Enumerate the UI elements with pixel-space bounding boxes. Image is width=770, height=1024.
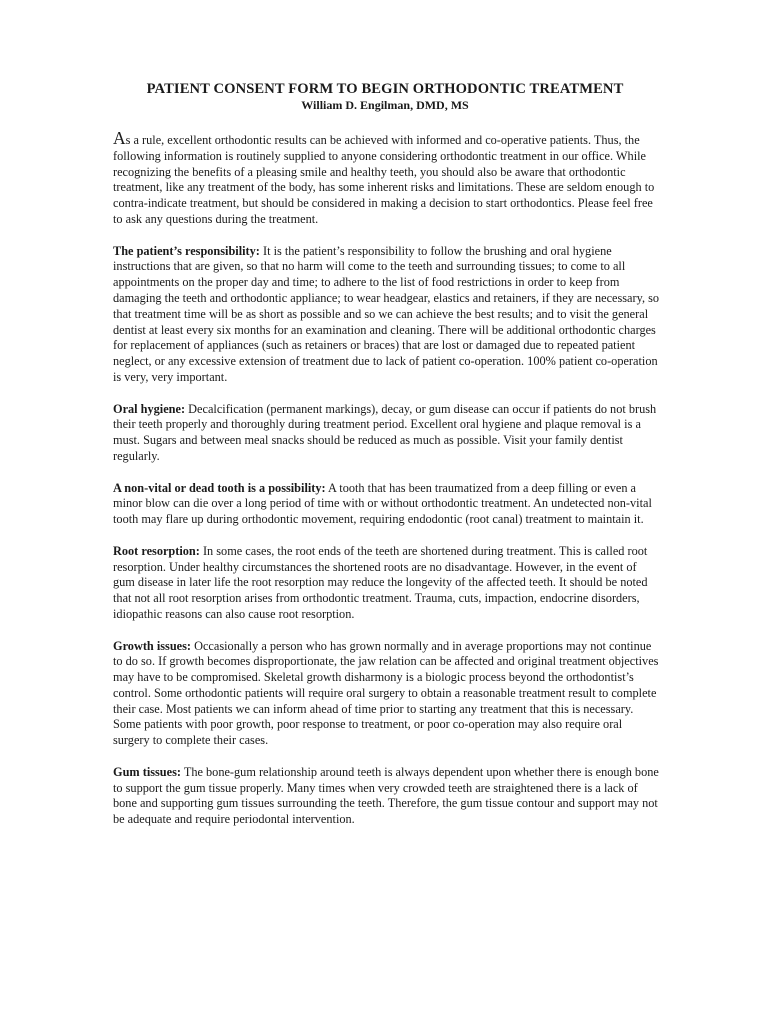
section-heading: A non-vital or dead tooth is a possibility:: [113, 480, 326, 495]
section-heading: Root resorption:: [113, 543, 200, 558]
section-heading: Oral hygiene:: [113, 401, 186, 416]
section-non-vital-tooth: [113, 481, 660, 528]
section-text: In some cases, the root ends of the teeth are shortened during treatment. This is called root resorption. Under healthy circumstances the shortened roots are no disadvantage. However, in the event of gum disease in later life the root resorption may reduce the longevity of the affected teeth. It should be noted that not all root resorption arises from orthodontic treatment. Trauma, cuts, impaction, endocrine disorders, idiopathic reasons can also cause root resorption.: [113, 543, 648, 621]
section-root-resorption: [113, 544, 660, 623]
section-text: A tooth that has been traumatized from a deep filling or even a minor blow can die over a long period of time with or without orthodontic treatment. An undetected non-vital tooth may flare up during orthodontic movement, requiring endodontic (root canal) treatment to maintain it.: [113, 480, 652, 527]
section-oral-hygiene: [113, 402, 660, 465]
section-heading: Growth issues:: [113, 638, 192, 653]
section-patient-responsibility: [113, 244, 660, 386]
document-body: [113, 128, 660, 844]
section-text: The bone-gum relationship around teeth is always dependent upon whether there is enough bone to support the gum tissue properly. Many times when very crowded teeth are straightened there is a lack of bone and supporting gum tissues surrounding the teeth. Therefore, the gum tissue contour and support may not be adequate and require periodontal intervention.: [113, 764, 659, 827]
section-heading: Gum tissues:: [113, 764, 181, 779]
section-text: Decalcification (permanent markings), decay, or gum disease can occur if patients do not brush their teeth properly and thoroughly during treatment period. Excellent oral hygiene and plaque removal is a must. Sugars and between meal snacks should be reduced as much as possible. Visit your family dentist regularly.: [113, 401, 657, 463]
section-text: Occasionally a person who has grown normally and in average proportions may not continue to do so. If growth becomes disproportionate, the jaw relation can be affected and original treatment objectives may have to be compromised. Skeletal growth disharmony is a biologic process beyond the orthodontist’s control. Some orthodontic patients will require oral surgery to obtain a reasonable treatment result to complete their case. Most patients we can inform ahead of time prior to starting any treatment that this is necessary. Some patients with poor growth, poor response to treatment, or poor co-operation may also require oral surgery to complete their cases.: [113, 638, 659, 748]
intro-dropcap: A: [113, 128, 126, 148]
intro-paragraph: [113, 128, 660, 228]
section-growth-issues: [113, 639, 660, 750]
document-author: William D. Engilman, DMD, MS: [301, 98, 469, 112]
document-title: PATIENT CONSENT FORM TO BEGIN ORTHODONTIC TREATMENT: [146, 81, 624, 97]
intro-text: s a rule, excellent orthodontic results can be achieved with informed and co-operative patients. Thus, the following information is routinely supplied to anyone considering orthodontic treatment in our office. While recognizing the benefits of a pleasing smile and healthy teeth, you should also be aware that orthodontic treatment, like any treatment of the body, has some inherent risks and limitations. These are seldom enough to contra-indicate treatment, but should be considered in making a decision to start orthodontics. Please feel free to ask any questions during the treatment.: [113, 133, 655, 226]
section-heading: The patient’s responsibility:: [113, 243, 260, 258]
section-text: It is the patient’s responsibility to follow the brushing and oral hygiene instructions that are given, so that no harm will come to the teeth and surrounding tissues; to come to all appointments on the proper day and time; to adhere to the list of food restrictions in order to keep from damaging the teeth and orthodontic appliance; to wear headgear, elastics and retainers, if they are necessary, so that treatment time will be as short as possible and so we can achieve the best results; and to visit the general dentist at least every six months for an examination and cleaning. There will be additional orthodontic charges for replacement of appliances (such as retainers or braces) that are lost or damaged due to repeated patient neglect, or any excessive extension of treatment due to lack of patient co-operation. 100% patient co-operation is very, very important.: [113, 243, 660, 384]
section-gum-tissues: [113, 765, 660, 828]
